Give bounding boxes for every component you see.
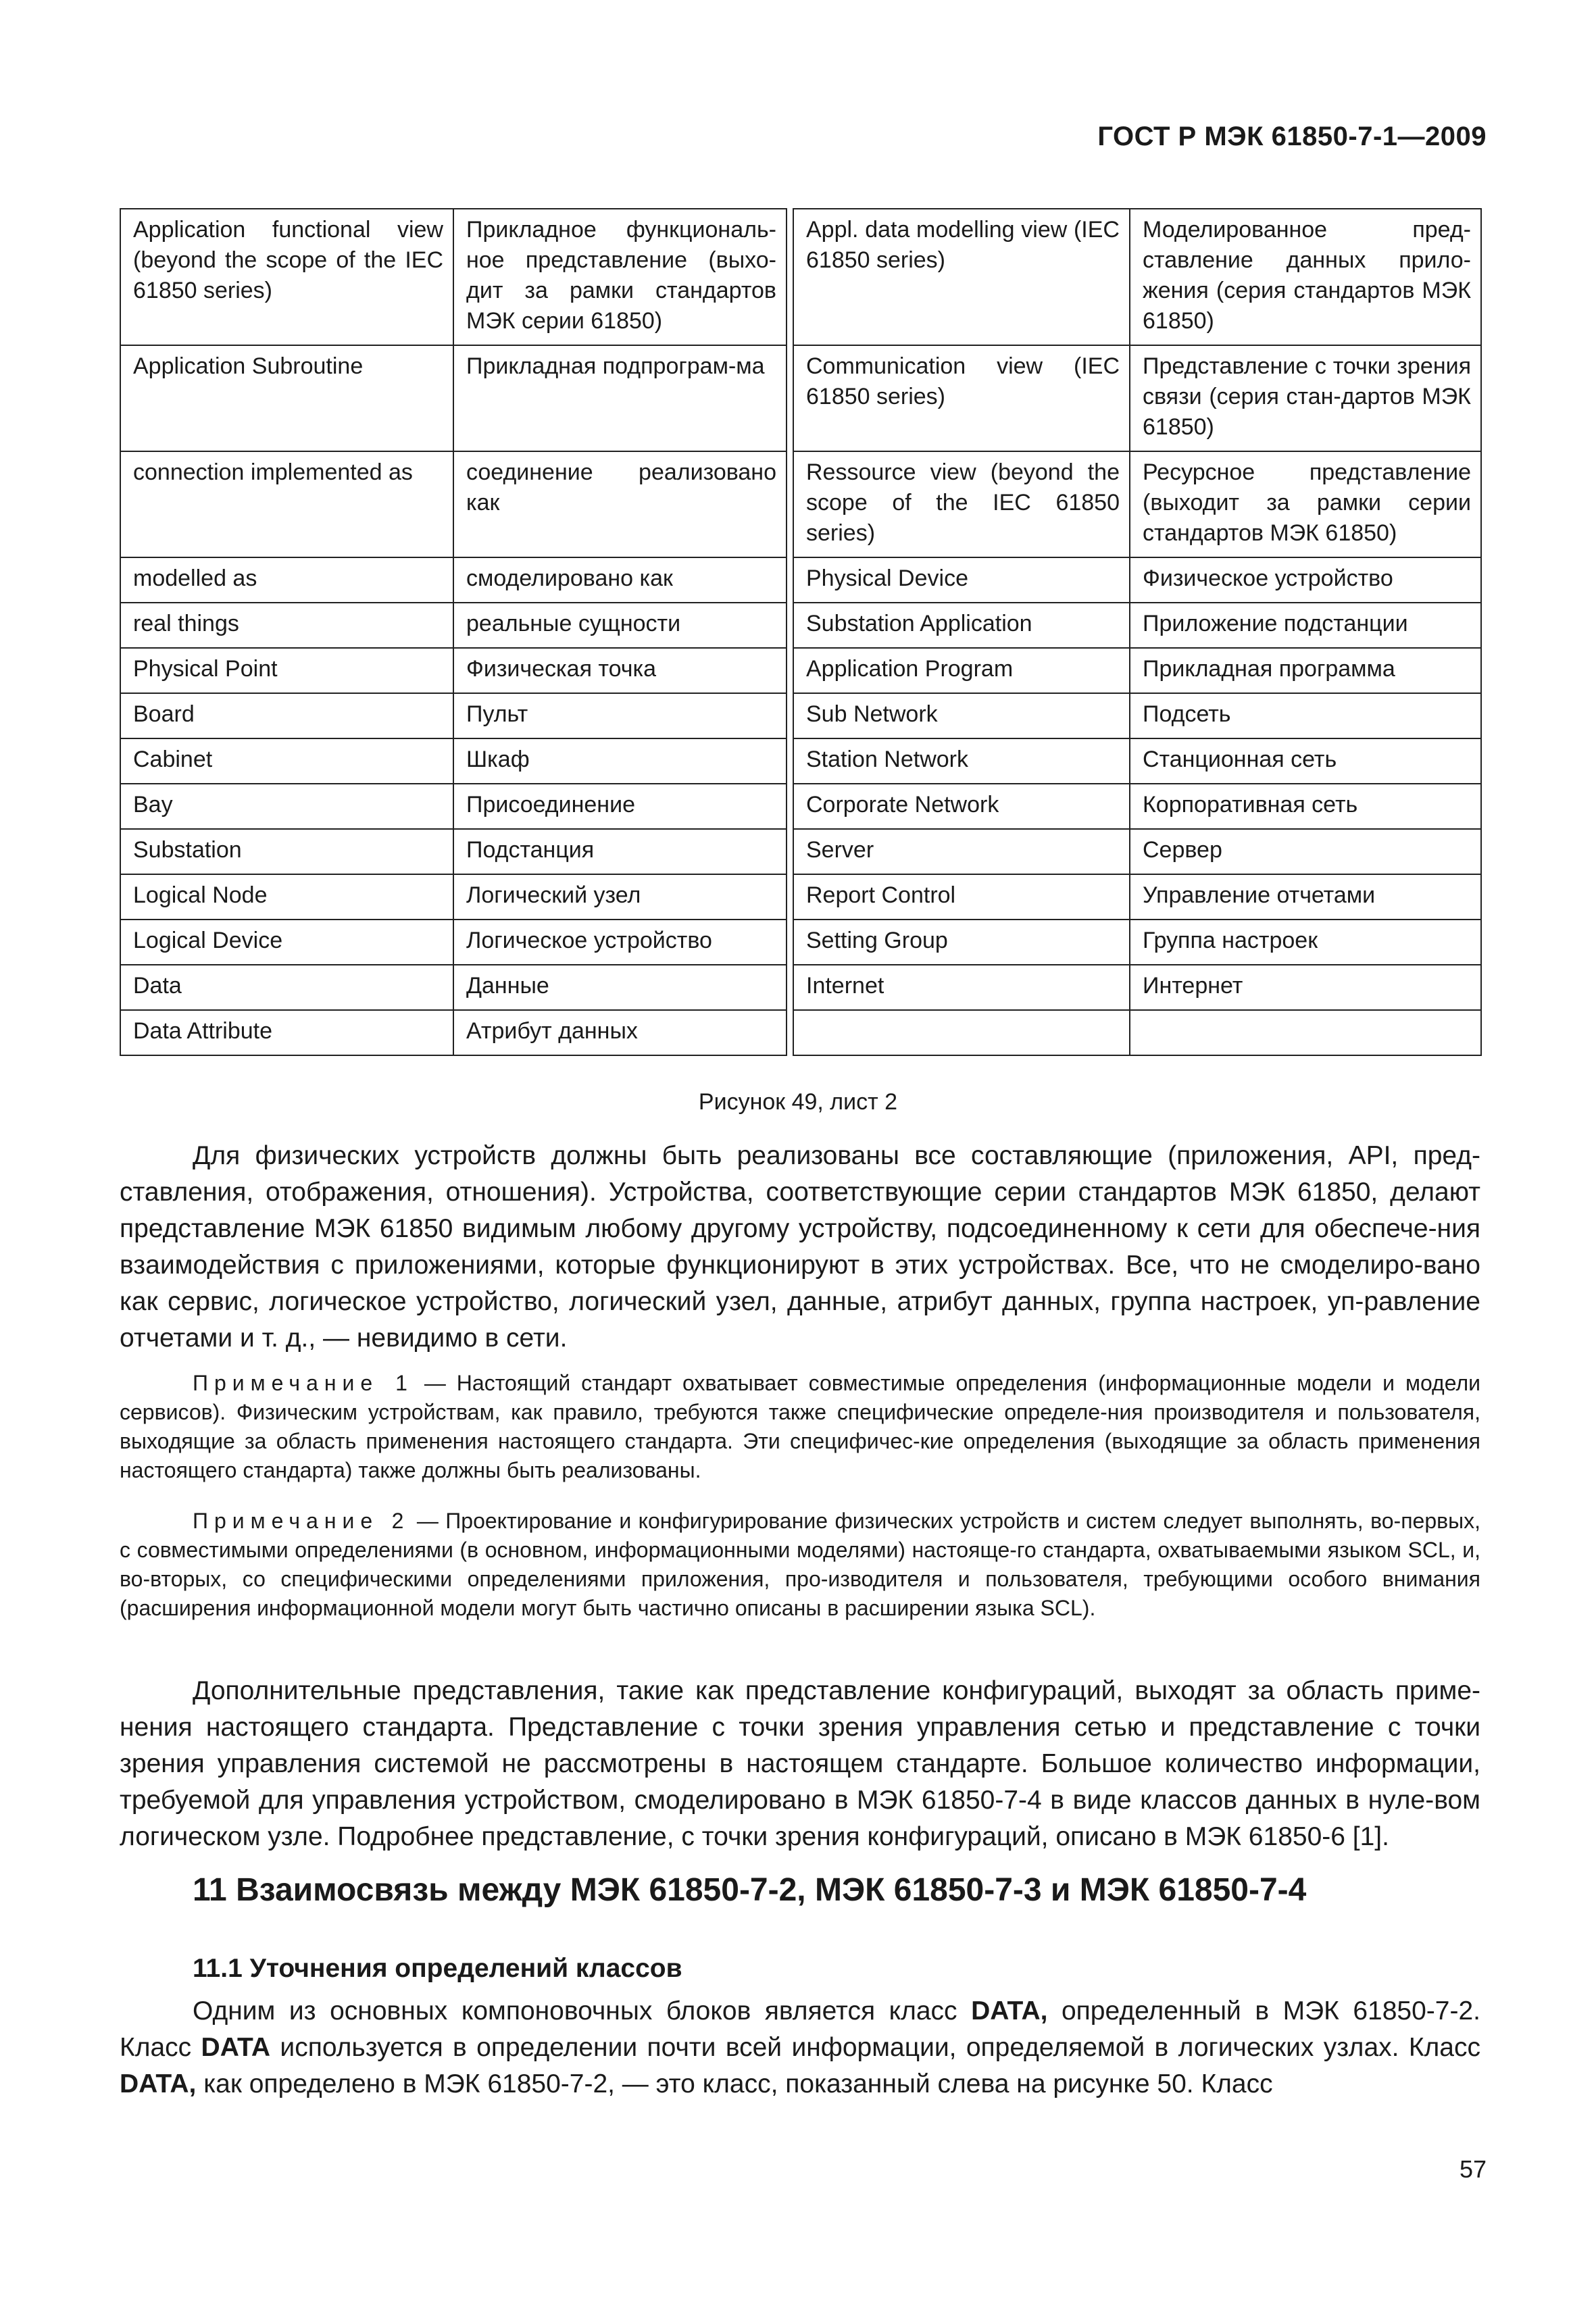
table-cell: Атрибут данных (453, 1010, 787, 1055)
table-row (120, 557, 1481, 603)
table-cell: Приложение подстанции (1130, 603, 1481, 648)
table-cell: Физическое устройство (1130, 557, 1481, 603)
table-cell: Группа настроек (1130, 920, 1481, 965)
table-cell: Станционная сеть (1130, 738, 1481, 784)
column-gap (787, 451, 793, 557)
table-cell: Server (793, 829, 1130, 874)
table-row (120, 874, 1481, 920)
column-gap (787, 738, 793, 784)
table-cell: real things (120, 603, 453, 648)
note-1 (120, 1369, 1480, 1485)
column-gap (787, 693, 793, 738)
class-name-bold: DATA (201, 2033, 271, 2062)
note-text: — Проектирование и конфигурирование физических устройств и систем следует выполнять, во-первых, с совместимыми определениями (в основном, информационными моделями) настояще-го стандарта, охватываемыми языком SCL, и, во-вторых, со специфическими определениями приложения, про-изводителя и пользователя, требующими особого внимания (расширения информационной модели могут быть частично описаны в расширении языка SCL). (120, 1509, 1481, 1620)
table-cell: Пульт (453, 693, 787, 738)
table-cell: Сервер (1130, 829, 1481, 874)
document-header: ГОСТ Р МЭК 61850-7-1—2009 (1097, 122, 1487, 151)
column-gap (787, 209, 793, 345)
table-cell: Data Attribute (120, 1010, 453, 1055)
table-row (120, 920, 1481, 965)
table-cell: Логический узел (453, 874, 787, 920)
table-cell: Board (120, 693, 453, 738)
table-cell (793, 1010, 1130, 1055)
column-gap (787, 965, 793, 1010)
table-cell: Управление отчетами (1130, 874, 1481, 920)
page-number: 57 (1459, 2155, 1487, 2183)
column-gap (787, 920, 793, 965)
table-cell: Report Control (793, 874, 1130, 920)
table-cell: Application Program (793, 648, 1130, 693)
table-row (120, 693, 1481, 738)
table-cell: Station Network (793, 738, 1130, 784)
table-cell: реальные сущности (453, 603, 787, 648)
table-cell: modelled as (120, 557, 453, 603)
table-row (120, 829, 1481, 874)
table-cell: Substation (120, 829, 453, 874)
table-cell: Прикладное функциональ-ное представление (выхо-дит за рамки стандартов МЭК серии 61850) (453, 209, 787, 345)
table-cell: Ressource view (beyond the scope of the IEC 61850 series) (793, 451, 1130, 557)
column-gap (787, 874, 793, 920)
table-cell: Corporate Network (793, 784, 1130, 829)
column-gap (787, 557, 793, 603)
table-cell: Data (120, 965, 453, 1010)
table-cell (1130, 1010, 1481, 1055)
note-2 (120, 1507, 1480, 1623)
table-cell: Моделированное пред-ставление данных прило-жения (серия стандартов МЭК 61850) (1130, 209, 1481, 345)
column-gap (787, 603, 793, 648)
table-cell: Physical Device (793, 557, 1130, 603)
table-cell: Логическое устройство (453, 920, 787, 965)
paragraph-text: Одним из основных компоновочных блоков является класс (193, 1996, 972, 2026)
note-label: Примечание 2 (193, 1509, 410, 1533)
table-row (120, 1010, 1481, 1055)
figure-caption: Рисунок 49, лист 2 (698, 1089, 898, 1115)
table-cell: соединение реализовано как (453, 451, 787, 557)
body-paragraph-3 (120, 1993, 1480, 2103)
table-cell: Подсеть (1130, 693, 1481, 738)
column-gap (787, 829, 793, 874)
table-cell: Прикладная программа (1130, 648, 1481, 693)
table-cell: Подстанция (453, 829, 787, 874)
table-cell: Шкаф (453, 738, 787, 784)
table-cell: Присоединение (453, 784, 787, 829)
body-paragraph-2: Дополнительные представления, такие как представление конфигураций, выходят за область приме-нения настоящего стандарта. Представление с точки зрения управления сетью и представление с точки зрения управления системой не рассмотрены в настоящем стандарте. Большое количество информации, требуемой для управления устройством, смоделировано в МЭК 61850-7-4 в виде классов данных в нуле-вом логическом узле. Подробнее представление, с точки зрения конфигураций, описано в МЭК 61850-6 [1]. (120, 1676, 1480, 1851)
table-cell: Ресурсное представление (выходит за рамки серии стандартов МЭК 61850) (1130, 451, 1481, 557)
subsection-heading: 11.1 Уточнения определений классов (193, 1954, 682, 1983)
table-cell: Sub Network (793, 693, 1130, 738)
table-row (120, 784, 1481, 829)
table-row (120, 345, 1481, 451)
table-cell: Представление с точки зрения связи (серия стан-дартов МЭК 61850) (1130, 345, 1481, 451)
note-label: Примечание 1 (193, 1371, 414, 1395)
column-gap (787, 784, 793, 829)
table-cell: Прикладная подпрограм-ма (453, 345, 787, 451)
table-row (120, 603, 1481, 648)
paragraph-text: определенный в МЭК 61850-7-2. Класс (120, 1996, 1480, 2062)
table-cell: смоделировано как (453, 557, 787, 603)
table-cell: Physical Point (120, 648, 453, 693)
note-text: — Настоящий стандарт охватывает совместимые определения (информационные модели и модели сервисов). Физическим устройствам, как правило, требуются также специфические определе-ния производителя и пользователя, выходящие за область применения настоящего стандарта. Эти специфичес-кие определения (выходящие за область применения настоящего стандарта) также должны быть реализованы. (120, 1371, 1481, 1482)
column-gap (787, 345, 793, 451)
table-cell: Internet (793, 965, 1130, 1010)
table-cell: Cabinet (120, 738, 453, 784)
table-row (120, 738, 1481, 784)
table-cell: Logical Node (120, 874, 453, 920)
glossary-table (120, 208, 1482, 1056)
table-row (120, 648, 1481, 693)
table-cell: Корпоративная сеть (1130, 784, 1481, 829)
column-gap (787, 1010, 793, 1055)
table-cell: connection implemented as (120, 451, 453, 557)
body-paragraph-1: Для физических устройств должны быть реализованы все составляющие (приложения, API, пред-ставления, отображения, отношения). Устройства, соответствующие серии стандартов МЭК 61850, делают представление МЭК 61850 видимым любому другому устройству, подсоединенному к сети для обеспече-ния взаимодействия с приложениями, которые функционируют в этих устройствах. Все, что не смоделиро-вано как сервис, логическое устройство, логический узел, данные, атрибут данных, группа настроек, уп-равление отчетами и т. д., — невидимо в сети. (120, 1141, 1480, 1353)
table-cell: Setting Group (793, 920, 1130, 965)
table-row (120, 209, 1481, 345)
class-name-bold: DATA, (120, 2069, 197, 2098)
table-cell: Интернет (1130, 965, 1481, 1010)
table-cell: Communication view (IEC 61850 series) (793, 345, 1130, 451)
table-cell: Logical Device (120, 920, 453, 965)
table-cell: Substation Application (793, 603, 1130, 648)
table-row (120, 451, 1481, 557)
table-cell: Application functional view (beyond the scope of the IEC 61850 series) (120, 209, 453, 345)
table-cell: Физическая точка (453, 648, 787, 693)
table-cell: Application Subroutine (120, 345, 453, 451)
table-row (120, 965, 1481, 1010)
section-heading: 11 Взаимосвязь между МЭК 61850-7-2, МЭК 61850-7-3 и МЭК 61850-7-4 (193, 1872, 1307, 1908)
column-gap (787, 648, 793, 693)
class-name-bold: DATA, (971, 1996, 1048, 2026)
table-cell: Bay (120, 784, 453, 829)
table-cell: Appl. data modelling view (IEC 61850 series) (793, 209, 1130, 345)
paragraph-text: используется в определении почти всей информации, определяемой в логических узлах. Класс (270, 2033, 1480, 2062)
paragraph-text: как определено в МЭК 61850-7-2, — это класс, показанный слева на рисунке 50. Класс (196, 2069, 1273, 2098)
table-cell: Данные (453, 965, 787, 1010)
